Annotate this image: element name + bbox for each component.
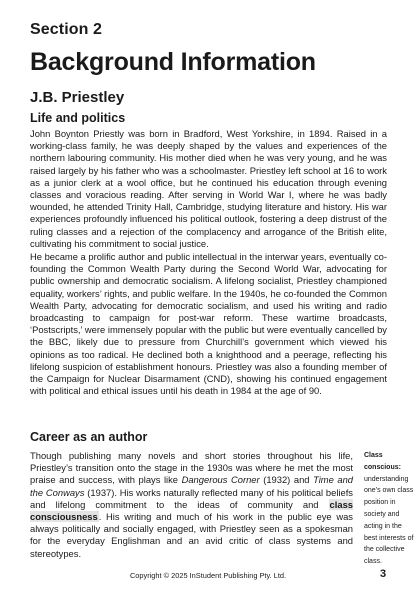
career-text: . His writing and much of his work in the public eye was always politically and socially engaged, with Priestley seen as a spokesman for the everyday Englishman and an avid critic of class systems and stereotypes.: [30, 511, 353, 559]
paragraph-life-1: John Boynton Priestly was born in Bradford, West Yorkshire, in 1894. Raised in a working-class family, he was deeply shaped by the values and experiences of the northern labouring community. His mother died when he was very young, and he was raised largely by his father who was a schoolmaster. Priestley left school at 16 to work as a junior clerk at a wool office, but he continued his education through evening classes and voracious reading. After serving in World War I, where he was badly wounded, he attended Trinity Hall, Cambridge, studying literature and history. His war experiences profoundly influenced his political outlook, fostering a deep distrust of the ruling classes and a rejection of the complacency and arrogance of the British elite, cultivating his commitment to social justice.: [30, 128, 387, 249]
margin-note: [364, 450, 414, 568]
subject-heading: J.B. Priestley: [30, 89, 125, 106]
section-label: Section 2: [30, 21, 103, 38]
heading-life-and-politics: Life and politics: [30, 111, 126, 125]
margin-note-term: Class conscious:: [364, 452, 401, 471]
career-text: (1937). His works naturally reflected many of his political beliefs and lifelong commitment to the ideas of community and: [30, 486, 353, 510]
paragraph-life-2: He became a prolific author and public intellectual in the interwar years, eventually co-founding the Common Wealth Party during the Second World War, advocating for public ownership and democratic socialism. A lifelong socialist, Priestley championed equality, workers’ rights, and public welfare. In the 1940s, he co-founded the Common Wealth Party, advocating for democratic socialism, and used his writing and radio broadcasting to campaign for post-war reform. These wartime broadcasts, ‘Postscripts,’ were immensely popular with the public but were eventually cancelled by the BBC, likely due to pressure from Churchill’s government which viewed his opinions as too radical. He declined both a knighthood and a peerage, reflecting his lifelong suspicion of establishment honours. Priestley was also a founding member of the Campaign for Nuclear Disarmament (CND), showing his continued engagement with political and ethical issues until his death in 1984 at the age of 90.: [30, 251, 387, 397]
play-title-dangerous-corner: Dangerous Corner: [181, 474, 260, 486]
page-title: Background Information: [30, 48, 316, 76]
margin-note-definition: understanding one’s own class position in society and acting in the best interests of the collective class.: [364, 475, 414, 566]
heading-career-as-an-author: Career as an author: [30, 430, 148, 444]
paragraph-career: [30, 450, 353, 560]
glossary-term-class-consciousness: class consciousness: [30, 498, 353, 523]
career-text: Though publishing many novels and short stories throughout his life, Priestley’s transition onto the stage in the 1930s was where he met the most praise and success, with plays like: [30, 450, 353, 486]
page-number: 3: [380, 568, 387, 580]
career-text: (1932) and: [259, 474, 314, 486]
play-title-time-and-the-conways: Time and the Conways: [30, 474, 354, 498]
copyright-footer: Copyright © 2025 InStudent Publishing Pty. Ltd.: [129, 571, 287, 580]
